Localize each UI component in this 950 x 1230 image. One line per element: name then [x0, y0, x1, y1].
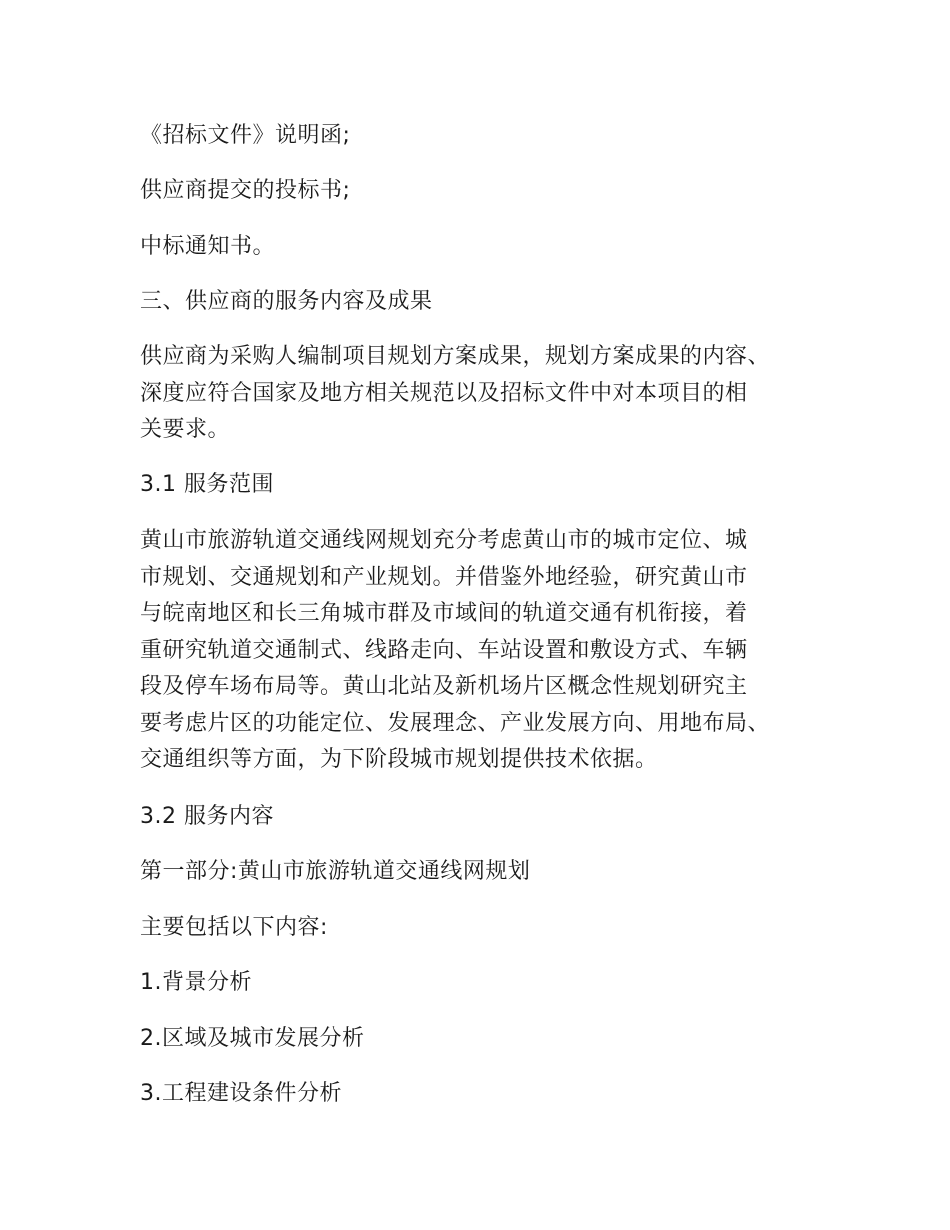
- subsection-heading-service-scope: 3.1 服务范围: [140, 472, 274, 497]
- list-item-engineering-conditions: 3.工程建设条件分析: [140, 1081, 342, 1106]
- paragraph-line: 黄山市旅游轨道交通线网规划充分考虑黄山市的城市定位、城: [140, 528, 748, 553]
- paragraph-service-scope: [140, 523, 820, 779]
- paragraph-line: 深度应符合国家及地方相关规范以及招标文件中对本项目的相: [140, 380, 748, 406]
- paragraph-deliverables: [140, 339, 820, 449]
- paragraph-line: 供应商为采购人编制项目规划方案成果，规划方案成果的内容、: [140, 344, 771, 369]
- subsection-heading-service-items: 3.2 服务内容: [140, 804, 274, 829]
- paragraph-line: 重研究轨道交通制式、线路走向、车站设置和敷设方式、车辆: [140, 637, 748, 663]
- paragraph-line: 关要求。: [140, 417, 231, 442]
- doc-line-supplier-bid: 供应商提交的投标书;: [140, 178, 351, 203]
- paragraph-line: 与皖南地区和长三角城市群及市域间的轨道交通有机衔接，着: [140, 601, 748, 626]
- list-item-regional-analysis: 2.区域及城市发展分析: [140, 1026, 365, 1051]
- doc-line-tender-explanation: 《招标文件》说明函;: [140, 123, 351, 148]
- part-heading-rail-network: 第一部分:黄山市旅游轨道交通线网规划: [140, 859, 531, 884]
- paragraph-line: 要考虑片区的功能定位、发展理念、产业发展方向、用地布局、: [140, 710, 771, 736]
- list-item-background: 1.背景分析: [140, 970, 252, 995]
- doc-line-award-notice: 中标通知书。: [140, 234, 276, 259]
- paragraph-line: 交通组织等方面，为下阶段城市规划提供技术依据。: [140, 747, 658, 772]
- section-heading-service-content: 三、供应商的服务内容及成果: [140, 289, 433, 314]
- paragraph-line: 市规划、交通规划和产业规划。并借鉴外地经验，研究黄山市: [140, 564, 748, 590]
- doc-line-includes: 主要包括以下内容:: [140, 915, 328, 940]
- paragraph-line: 段及停车场布局等。黄山北站及新机场片区概念性规划研究主: [140, 674, 748, 699]
